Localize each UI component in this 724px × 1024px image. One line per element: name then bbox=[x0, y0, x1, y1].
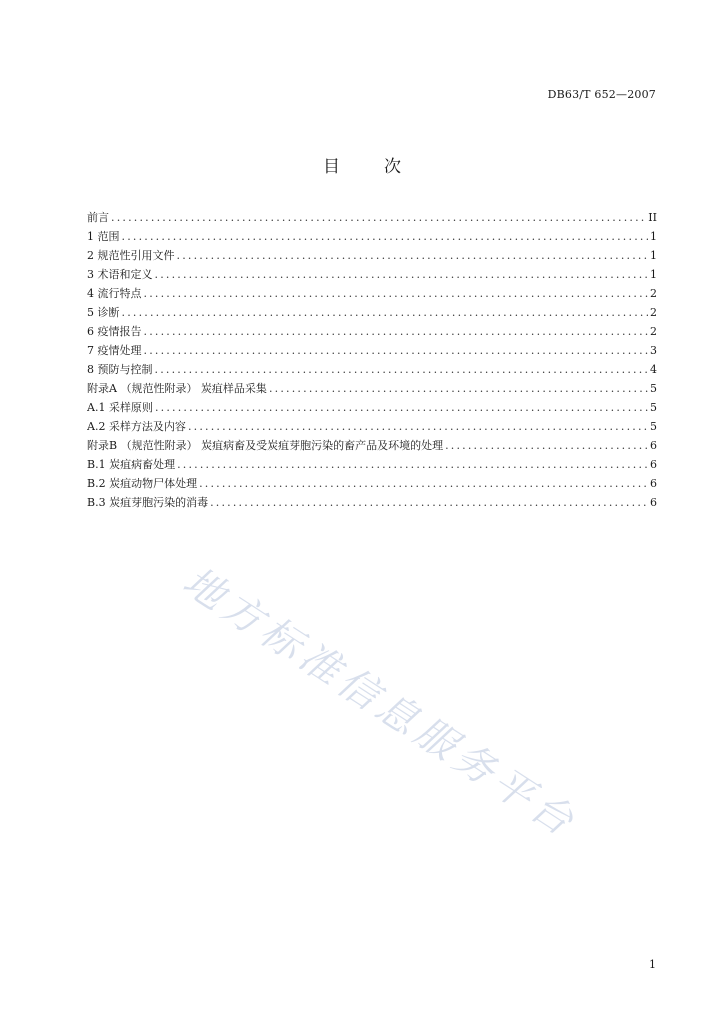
toc-entry-label: 6 疫情报告 bbox=[87, 325, 142, 338]
toc-entry-prevention-control[interactable] bbox=[87, 361, 657, 380]
toc-entry-page: 1 bbox=[650, 230, 657, 243]
toc-entry-epidemic-handling[interactable] bbox=[87, 342, 657, 361]
toc-entry-terms-definitions[interactable] bbox=[87, 266, 657, 285]
toc-entry-page: 2 bbox=[650, 306, 657, 319]
toc-leader-dots bbox=[122, 306, 649, 319]
toc-entry-page: 4 bbox=[650, 363, 657, 376]
toc-entry-page: 2 bbox=[650, 325, 657, 338]
toc-leader-dots bbox=[111, 211, 646, 224]
page-title: 目次 bbox=[323, 157, 445, 177]
toc-entry-page: 1 bbox=[650, 249, 657, 262]
toc-entry-label: 3 术语和定义 bbox=[87, 268, 153, 281]
standard-code: DB63/T 652—2007 bbox=[547, 88, 656, 101]
toc-leader-dots bbox=[144, 325, 649, 338]
toc-entry-foreword[interactable] bbox=[87, 209, 657, 228]
toc-entry-label: 7 疫情处理 bbox=[87, 344, 142, 357]
toc-entry-label: B.3 炭疽芽胞污染的消毒 bbox=[87, 496, 209, 509]
toc-leader-dots bbox=[445, 439, 648, 452]
toc-leader-dots bbox=[199, 477, 648, 490]
toc-entry-label: A.2 采样方法及内容 bbox=[87, 420, 186, 433]
toc-leader-dots bbox=[144, 287, 649, 300]
toc-entry-label: 8 预防与控制 bbox=[87, 363, 153, 376]
toc-entry-label: 5 诊断 bbox=[87, 306, 120, 319]
toc-leader-dots bbox=[177, 458, 648, 471]
toc-entry-b2[interactable] bbox=[87, 475, 657, 494]
toc-entry-page: 3 bbox=[650, 344, 657, 357]
toc-entry-label: A.1 采样原则 bbox=[87, 401, 153, 414]
toc-entry-b3[interactable] bbox=[87, 494, 657, 513]
toc-entry-label: 4 流行特点 bbox=[87, 287, 142, 300]
toc-leader-dots bbox=[155, 363, 649, 376]
toc-entry-page: 6 bbox=[650, 477, 657, 490]
watermark: 地方标准信息服务平台 bbox=[174, 558, 586, 848]
toc-leader-dots bbox=[177, 249, 649, 262]
toc-leader-dots bbox=[155, 401, 648, 414]
toc-entry-b1[interactable] bbox=[87, 456, 657, 475]
toc-entry-scope[interactable] bbox=[87, 228, 657, 247]
toc-entry-page: 6 bbox=[650, 496, 657, 509]
toc-leader-dots bbox=[188, 420, 648, 433]
table-of-contents bbox=[87, 209, 657, 513]
toc-entry-appendix-a[interactable] bbox=[87, 380, 657, 399]
toc-leader-dots bbox=[155, 268, 649, 281]
toc-entry-page: 6 bbox=[650, 458, 657, 471]
toc-leader-dots bbox=[210, 496, 648, 509]
toc-leader-dots bbox=[269, 382, 648, 395]
toc-entry-a1[interactable] bbox=[87, 399, 657, 418]
toc-entry-page: 5 bbox=[650, 401, 657, 414]
toc-entry-appendix-b[interactable] bbox=[87, 437, 657, 456]
toc-leader-dots bbox=[122, 230, 649, 243]
toc-entry-a2[interactable] bbox=[87, 418, 657, 437]
toc-entry-page: 5 bbox=[650, 420, 657, 433]
page-number: 1 bbox=[649, 958, 656, 971]
toc-entry-label: 前言 bbox=[87, 211, 109, 224]
toc-entry-page: 6 bbox=[650, 439, 657, 452]
toc-entry-label: 附录B （规范性附录） 炭疽病畜及受炭疽芽胞污染的畜产品及环境的处理 bbox=[87, 439, 444, 452]
toc-entry-epidemic-report[interactable] bbox=[87, 323, 657, 342]
toc-entry-label: B.1 炭疽病畜处理 bbox=[87, 458, 176, 471]
toc-entry-label: B.2 炭疽动物尸体处理 bbox=[87, 477, 198, 490]
toc-entry-page: II bbox=[648, 211, 657, 224]
toc-leader-dots bbox=[144, 344, 649, 357]
toc-entry-normative-references[interactable] bbox=[87, 247, 657, 266]
toc-entry-label: 2 规范性引用文件 bbox=[87, 249, 175, 262]
toc-entry-diagnosis[interactable] bbox=[87, 304, 657, 323]
toc-entry-page: 2 bbox=[650, 287, 657, 300]
toc-entry-page: 5 bbox=[650, 382, 657, 395]
toc-entry-label: 附录A （规范性附录） 炭疽样品采集 bbox=[87, 382, 267, 395]
toc-entry-page: 1 bbox=[650, 268, 657, 281]
toc-entry-label: 1 范围 bbox=[87, 230, 120, 243]
toc-entry-epidemic-features[interactable] bbox=[87, 285, 657, 304]
